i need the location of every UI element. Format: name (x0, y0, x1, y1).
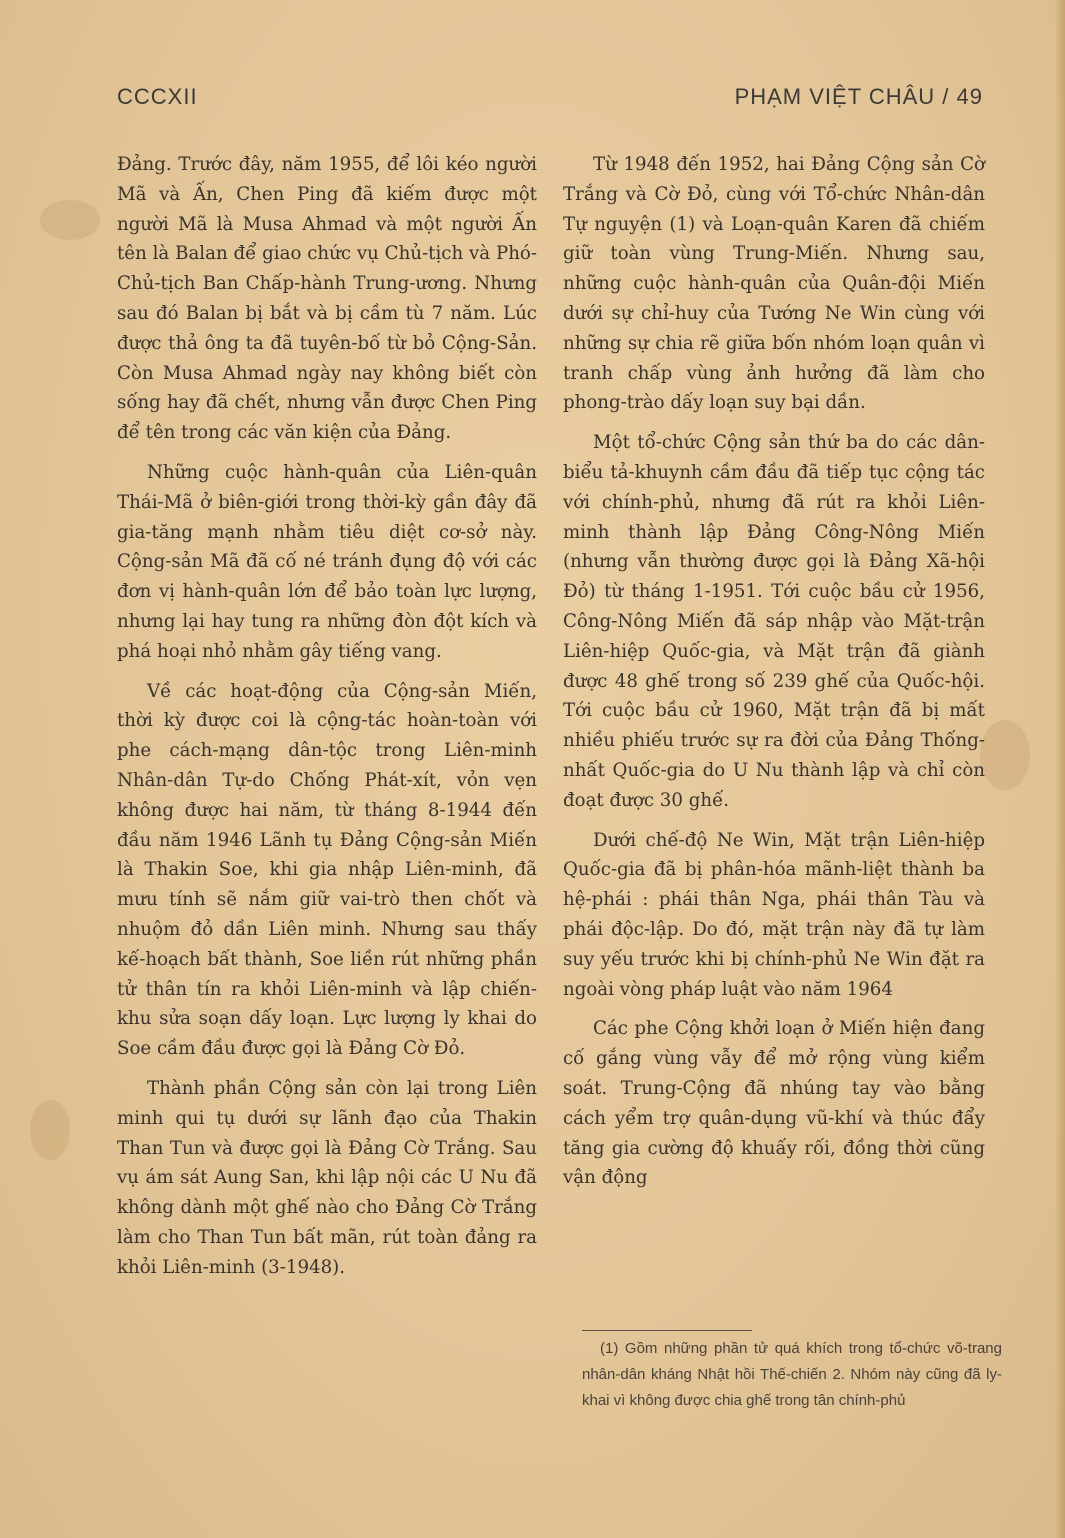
footnote: (1) Gồm những phần tử quá khích trong tổ-chức võ-trang nhân-dân kháng Nhật hồi Thế-chiến 2. Nhóm này cũng đã ly-khai vì không được chia ghế trong tân chính-phủ (582, 1340, 1002, 1409)
paragraph: Các phe Cộng khởi loạn ở Miến hiện đang cố gắng vùng vẫy để mở rộng vùng kiểm soát. Trung-Cộng đã nhúng tay vào bằng cách yểm trợ quân-dụng vũ-khí và thúc đẩy tăng gia cường độ khuấy rối, đồng thời cũng vận động (563, 1018, 985, 1189)
right-column (563, 150, 985, 1203)
paragraph: Dưới chế-độ Ne Win, Mặt trận Liên-hiệp Quốc-gia đã bị phân-hóa mãnh-liệt thành ba hệ-phái : phái thân Nga, phái thân Tàu và phái độc-lập. Do đó, mặt trận này đã tự làm suy yếu trước khi bị chính-phủ Ne Win đặt ra ngoài vòng pháp luật vào năm 1964 (563, 829, 985, 1000)
paragraph: Về các hoạt-động của Cộng-sản Miến, thời kỳ được coi là cộng-tác hoàn-toàn với phe cách-mạng dân-tộc trong Liên-minh Nhân-dân Tự-do Chống Phát-xít, vỏn vẹn không được hai năm, từ tháng 8-1944 đến đầu năm 1946 Lãnh tụ Đảng Cộng-sản Miến là Thakin Soe, khi gia nhập Liên-minh, đã mưu tính sẽ nắm giữ vai-trò then chốt và nhuộm đỏ dần Liên minh. Nhưng sau thấy kế-hoạch bất thành, Soe liền rút những phần tử thân tín ra khỏi Liên-minh và lập chiến-khu sửa soạn dấy loạn. Lực lượng ly khai do Soe cầm đầu được gọi là Đảng Cờ Đỏ. (117, 680, 537, 1060)
paragraph: Từ 1948 đến 1952, hai Đảng Cộng sản Cờ Trắng và Cờ Đỏ, cùng với Tổ-chức Nhân-dân Tự nguyện (1) và Loạn-quân Karen đã chiếm giữ toàn vùng Trung-Miến. Nhưng sau, những cuộc hành-quân của Quân-đội Miến dưới sự chỉ-huy của Tướng Ne Win cùng với những sự chia rẽ giữa bốn nhóm loạn quân vì tranh chấp vùng ảnh hưởng đã làm cho phong-trào dấy loạn suy bại dần. (563, 154, 985, 414)
paper-stain (980, 720, 1030, 790)
page-edge (1055, 0, 1065, 1538)
running-title: PHẠM VIỆT CHÂU / 49 (734, 84, 983, 109)
page-header (117, 84, 983, 118)
paper-stain (30, 1100, 70, 1160)
section-number: CCCXII (117, 84, 198, 109)
paragraph: Những cuộc hành-quân của Liên-quân Thái-Mã ở biên-giới trong thời-kỳ gần đây đã gia-tăng mạnh nhằm tiêu diệt cơ-sở này. Cộng-sản Mã đã cố né tránh đụng độ với các đơn vị hành-quân lớn để bảo toàn lực lượng, nhưng lại hay tung ra những đòn đột kích và phá hoại nhỏ nhằm gây tiếng vang. (117, 461, 537, 662)
paragraph: Đảng. Trước đây, năm 1955, để lôi kéo người Mã và Ấn, Chen Ping đã kiếm được một người Mã là Musa Ahmad và một người Ấn tên là Balan để giao chức vụ Chủ-tịch và Phó-Chủ-tịch Ban Chấp-hành Trung-ương. Nhưng sau đó Balan bị bắt và bị cầm tù 7 năm. Lúc được thả ông ta đã tuyên-bố từ bỏ Cộng-Sản. Còn Musa Ahmad ngày nay không biết còn sống hay đã chết, nhưng vẫn được Chen Ping để tên trong các văn kiện của Đảng. (117, 154, 537, 444)
left-column (117, 150, 537, 1292)
paragraph: Một tổ-chức Cộng sản thứ ba do các dân-biểu tả-khuynh cầm đầu đã tiếp tục cộng tác với chính-phủ, nhưng đã rút ra khỏi Liên-minh thành lập Đảng Công-Nông Miến (nhưng vẫn thường được gọi là Đảng Xã-hội Đỏ) từ tháng 1-1951. Tới cuộc bầu cử 1956, Công-Nông Miến đã sáp nhập vào Mặt-trận Liên-hiệp Quốc-gia, và Mặt trận đã giành được 48 ghế trong số 239 ghế của Quốc-hội. Tới cuộc bầu cử 1960, Mặt trận đã bị mất nhiều phiếu trước sự ra đời của Đảng Thống-nhất Quốc-gia do U Nu thành lập và chỉ còn đoạt được 30 ghế. (563, 432, 985, 811)
footnote-divider (582, 1330, 752, 1331)
paragraph: Thành phần Cộng sản còn lại trong Liên minh qui tụ dưới sự lãnh đạo của Thakin Than Tun và được gọi là Đảng Cờ Trắng. Sau vụ ám sát Aung San, khi lập nội các U Nu đã không dành một ghế nào cho Đảng Cờ Trắng làm cho Than Tun bất mãn, rút toàn đảng ra khỏi Liên-minh (3-1948). (117, 1077, 537, 1278)
paper-stain (40, 200, 100, 240)
